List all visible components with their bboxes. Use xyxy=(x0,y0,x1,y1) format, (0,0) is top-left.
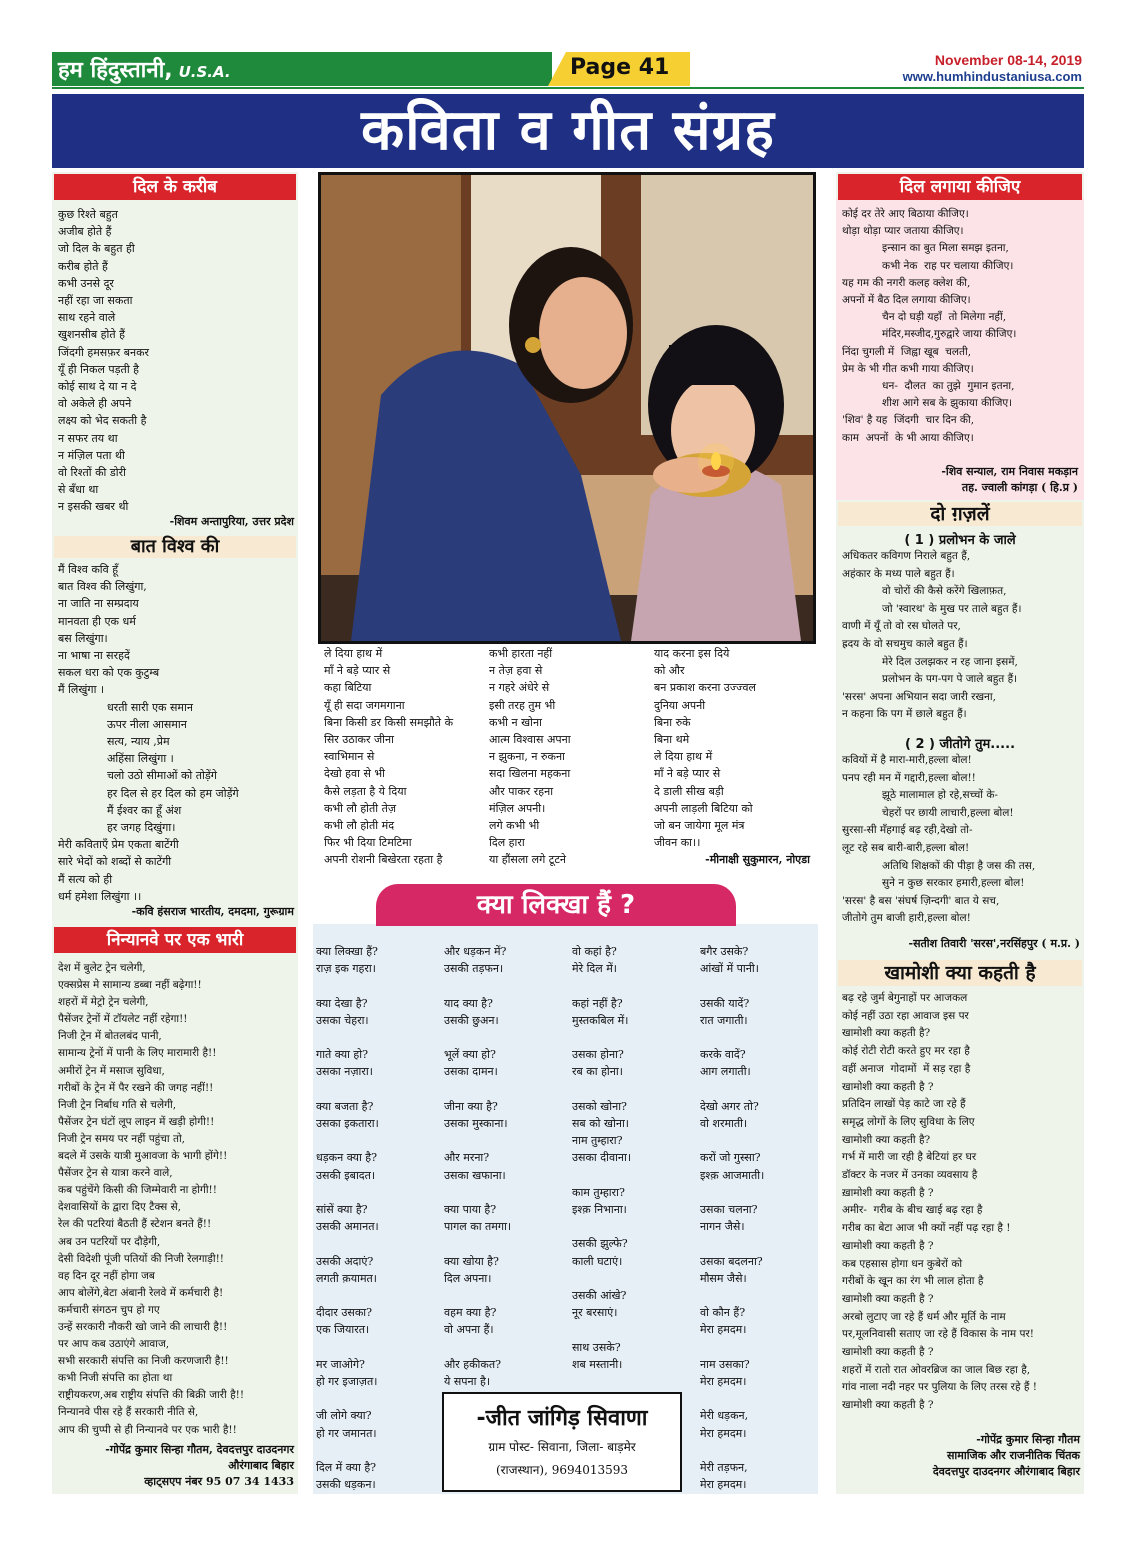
left-poem2-credit: -कवि हंसराज भारतीय, दमदमा, गुरूग्राम xyxy=(131,905,294,918)
signature-name: -जीत जांगिड़ सिवाणा xyxy=(476,1406,648,1431)
kya-likkha-column-1: क्या लिक्खा हैं? राज़ इक गहरा। क्या देखा है? उसका चेहरा। गाते क्या हो? उसका नज़ारा। क्या बजता है? उसका इकतारा। धड़कन क्या है? उसकी इबादत। सांसें क्या है? उसकी अमानत। उसकी अदाएं? लगती क़यामत। दीदार उसका? एक जियारत। मर जाओगे? हो गर इजाज़त। जी लोगे क्या? हो गर जमानत। दिल में क्या है? उसकी धड़कन। xyxy=(316,945,379,1492)
right-poem1-credit: -शिव सन्याल, राम निवास मकड़ान तह. ज्वाली कांगड़ा ( हि.प्र ) xyxy=(941,465,1078,494)
kya-likkha-column-4: बगैर उसके? आंखों में पानी। उसकी यादें? रात जगाती। करके वादें? आग लगाती। देखो अगर तो? वो शरमाती। करों जो गुस्सा? इश्क़ आजमाती। उसका चलना? नागन जैसे। उसका बदलना? मौसम जैसे। वो कौन हैं? मेरा हमदम। नाम उसका? मेरा हमदम। मेरी धड़कन, मेरा हमदम। मेरी तड़फन, मेरा हमदम। xyxy=(700,945,765,1492)
right-poem3-text: बढ़ रहे जुर्म बेगुनाहों पर आजकल कोई नहीं उठा रहा आवाज इस पर खामोशी क्या कहती है? कोई रोटी रोटी करते हुए मर रहा है वहीं अनाज गोदामों में सड़ रहा है खामोशी क्या कहती है ? प्रतिदिन लाखों पेड़ काटे जा रहे हैं समृद्ध लोगों के लिए सुविधा के लिए खामोशी क्या कहती है? गर्भ में मारी जा रही है बेटियां हर घर डॉक्टर के नजर में उनका व्यवसाय है ख़ामोशी क्या कहती है ? अमीर- गरीब के बीच खाई बढ़ रहा है गरीब का बेटा आज भी क्यों नहीं पढ़ रहा है ! खामोशी क्या कहती है ? कब एहसास होगा धन कुबेरों को गरीबों के खून का रंग भी लाल होता है खामोशी क्या कहती है ? अरबो लुटाए जा रहे हैं धर्म और मूर्ति के नाम पर,मूलनिवासी सताए जा रहे हैं विकास के नाम पर! खामोशी क्या कहती है ? शहरों में रातो रात ओवरब्रिज का जाल बिछ रहा है, गांव नाला नदी नहर पर पुलिया के लिए तरस रहे हैं ! खामोशी क्या कहती है ? xyxy=(842,992,1038,1412)
right-poem1-title: दिल लगाया कीजिए xyxy=(838,174,1082,200)
left-poem3-title: निन्यानवे पर एक भारी xyxy=(54,927,296,953)
page-number: Page 41 xyxy=(570,55,670,80)
left-poem1-text: कुछ रिश्ते बहुत अजीब होते हैं जो दिल के बहुत ही करीब होते हैं कभी उनसे दूर नहीं रहा जा सकता साथ रहने वाले खुशनसीब होते हैं जिंदगी हमसफ़र बनकर यूँ ही निकल पड़ती है कोई साथ दे या न दे वो अकेले ही अपने लक्ष्य को भेद सकती है न सफर तय था न मंज़िल पता थी वो रिश्तों की डोरी से बँधा था न इसकी खबर थी xyxy=(58,208,150,514)
author-signature-box xyxy=(442,1392,682,1492)
brand-suffix: U.S.A. xyxy=(178,63,231,81)
left-poem2-text: मैं विश्व कवि हूँ बात विश्व की लिखुंगा, ना जाति ना सम्प्रदाय मानवता ही एक धर्म बस लिखुंगा। ना भाषा ना सरहदें सकल धरा को एक कुटुम्ब मैं लिखुंगा । धरती सारी एक समान ऊपर नीला आसमान सत्य, न्याय ,प्रेम अहिंसा लिखुंगा । चलो उठो सीमाओं को तोड़ेंगे हर दिल से हर दिल को हम जोड़ेंगे मैं ईश्वर का हूँ अंश हर जगह दिखुंगा। मेरी कविताएँ प्रेम एकता बाटेंगी सारे भेदों को शब्दों से काटेंगी मैं सत्य को ही धर्म हमेशा लिखुंगा ।। xyxy=(58,563,239,903)
left-poem1-credit: -शिवम अन्तापुरिया, उत्तर प्रदेश xyxy=(169,515,294,528)
photo-illustration xyxy=(321,175,813,641)
photo-poem-credit: -मीनाक्षी सुकुमारन, नोएडा xyxy=(705,853,810,866)
ghazal-title: दो ग़ज़लें xyxy=(838,502,1082,526)
page-banner-title: कविता व गीत संग्रह xyxy=(52,94,1084,168)
photo-poem-column-1: ले दिया हाथ में माँ ने बड़े प्यार से कहा बिटिया यूँ ही सदा जगमगाना बिना किसी डर किसी समझौते के सिर उठाकर जीना स्वाभिमान से देखो हवा से भी कैसे लड़ता है ये दिया कभी लौ होती तेज़ कभी लौ होती मंद फिर भी दिया टिमटिमा अपनी रोशनी बिखेरता रहता है xyxy=(324,647,454,867)
left-poem3-credit: -गोपेंद्र कुमार सिन्हा गौतम, देवदत्तपुर दाउदनगर औरंगाबाद बिहार व्हाट्सएप नंबर 95 07 34 1433 xyxy=(105,1443,294,1488)
issue-date: November 08-14, 2019 xyxy=(934,52,1082,68)
ghazal-2-text: कवियों में है मारा-मारी,हल्ला बोल! पनप रही मन में गद्दारी,हल्ला बोल!! झूठे मालामाल हो रहे,सच्चों के- चेहरों पर छायी लाचारी,हल्ला बोल! सुरसा-सी मँहगाई बढ़ रही,देखो तो- लूट रहे सब बारी-बारी,हल्ला बोल! अतिथि शिक्षकों की पीड़ा है जस की तस, सुने न कुछ सरकार हमारी,हल्ला बोल! 'सरस' है बस 'संघर्ष ज़िन्दगी' बात ये सच, जीतोगे तुम बाजी हारी,हल्ला बोल! xyxy=(842,754,1036,925)
ghazal-1-subtitle: ( 1 ) प्रलोभन के जाले xyxy=(904,533,1016,548)
left-poem1-title: दिल के करीब xyxy=(54,174,296,200)
kya-likkha-column-3: वो कहां है? मेरे दिल में। कहां नहीं है? मुस्तकबिल में। उसका होना? रब का होना। उसको खोना? सब को खोना। नाम तुम्हारा? उसका दीवाना। काम तुम्हारा? इश्क़ निभाना। उसकी झुल्फे? काली घटाएं। उसकी आंखे? नूर बरसाएं। साथ उसके? शब मस्तानी। xyxy=(572,945,632,1371)
header-divider xyxy=(52,87,1084,89)
photo-poem-column-3: याद करना इस दिये को और बन प्रकाश करना उज्ज्वल दुनिया अपनी बिना रुके बिना थमे ले दिया हाथ में माँ ने बड़े प्यार से दे डाली सीख बड़ी अपनी लाड़ली बिटिया को जो बन जायेगा मूल मंत्र जीवन का।। xyxy=(654,647,756,850)
publication-brand xyxy=(58,54,231,84)
right-poem3-title: खामोशी क्या कहती है xyxy=(838,960,1082,986)
right-poem3-credit: -गोपेंद्र कुमार सिन्हा गौतम सामाजिक और राजनीतिक चिंतक देवदत्तपुर दाउदनगर औरंगाबाद बिहार xyxy=(932,1433,1080,1478)
signature-contact: (राजस्थान), 9694013593 xyxy=(495,1463,629,1477)
left-poem2-title: बात विश्व की xyxy=(54,536,296,558)
ghazal-credit: -सतीश तिवारी 'सरस',नरसिंहपुर ( म.प्र. ) xyxy=(908,937,1080,950)
photo-poem-column-2: कभी हारता नहीं न तेज़ हवा से न गहरे अंधेरे से इसी तरह तुम भी कभी न खोना आत्म विश्वास अपना न झुकना, न रुकना सदा खिलना महकना और पाकर रहना मंज़िल अपनी। लगे कभी भी दिल हारा या हौंसला लगे टूटने xyxy=(489,647,571,867)
ghazal-1-text: अधिकतर कविगण निराले बहुत हैं, अहंकार के मध्य पाले बहुत हैं। वो चोरों की कैसे करेंगे खिलाफ़त, जो 'स्वारथ' के मुख पर ताले बहुत हैं। वाणी में यूँ तो वो रस घोलते पर, ह्रदय के वो सचमुच काले बहुत हैं। मेरे दिल उलझकर न रह जाना इसमें, प्रलोभन के पग-पग पे जाले बहुत हैं। 'सरस' अपना अभियान सदा जारी रखना, न कहना कि पग में छाले बहुत हैं। xyxy=(842,550,1022,721)
ghazal-2-subtitle: ( 2 ) जीतोगे तुम..... xyxy=(904,737,1016,752)
kya-likkha-title: क्या लिक्खा हैं ? xyxy=(376,884,736,926)
kya-likkha-column-2: और धड़कन में? उसकी तड़फन। याद क्या है? उसकी छुअन। भूलें क्या हो? उसका दामन। जीना क्या है? उसका मुस्काना। और मरना? उसका खफाना। क्या पाया है? पागल का तमगा। क्या खोया है? दिल अपना। वहम क्या है? वो अपना हैं। और हकीकत? ये सपना है। xyxy=(444,945,512,1389)
right-poem1-text: कोई दर तेरे आए बिठाया कीजिए। थोड़ा थोड़ा प्यार जताया कीजिए। इन्सान का बुत मिला समझ इतना, कभी नेक राह पर चलाया कीजिए। यह गम की नगरी कलह क्लेश की, अपनों में बैठ दिल लगाया कीजिए। चैन दो घड़ी यहाँ तो मिलेगा नहीं, मंदिर,मस्जीद,गुरुद्वारे जाया कीजिए। निंदा चुगली में जिह्वा खूब चलती, प्रेम के भी गीत कभी गाया कीजिए। धन- दौलत का तुझे गुमान इतना, शीश आगे सब के झुकाया कीजिए। 'शिव' है यह जिंदगी चार दिन की, काम अपनों के भी आया कीजिए। xyxy=(842,208,1017,444)
mother-daughter-diya-photo xyxy=(318,172,816,644)
signature-address: ग्राम पोस्ट- सिवाना, जिला- बाड़मेर xyxy=(488,1440,636,1454)
left-poem3-text: देश में बुलेट ट्रेन चलेगी, एक्सप्रेस मे सामान्य डब्बा नहीं बढ़ेगा!! शहरों में मेट्रो ट्रेन चलेगी, पैसेंजर ट्रेनों में टॉयलेट नहीं रहेगा!! निजी ट्रेन में बोतलबंद पानी, सामान्य ट्रेनों में पानी के लिए मारामारी है!! अमीरों ट्रेन में मसाज सुविधा, गरीबों के ट्रेन में पैर रखने की जगह नहीं!! निजी ट्रेन निर्बाध गति से चलेगी, पैसेंजर ट्रेन घंटों लूप लाइन में खड़ी होगी!! निजी ट्रेन समय पर नहीं पहुंचा तो, बदले में उसके यात्री मुआवजा के भागी होंगे!! पैसेंजर ट्रेन से यात्रा करने वाले, कब पहुंचेंगे किसी की जिम्मेवारी ना होगी!! देशवासियों के द्वारा दिए टैक्स से, रेल की पटरियां बैठती हैं स्टेशन बनते हैं!! अब उन पटरियों पर दौड़ेगी, देसी विदेशी पूंजी पतियों की निजी रेलगाड़ी!! वह दिन दूर नहीं होगा जब आप बोलेंगे,बेटा अंबानी रेलवे में कर्मचारी है! कर्मचारी संगठन चुप हो गए उन्हें सरकारी नौकरी खो जाने की लाचारी है!! पर आप कब उठाएंगे आवाज, सभी सरकारी संपत्ति का निजी करणजारी है!! कभी निजी संपत्ति का होता था राष्ट्रीयकरण,अब राष्ट्रीय संपत्ति की बिक्री जारी है!! निन्यानवे पीस रहे हैं सरकारी नीति से, आप की चुप्पी से ही निन्यानवे पर एक भारी है!! xyxy=(58,962,245,1436)
website-link[interactable]: www.humhindustaniusa.com xyxy=(902,69,1082,84)
brand-name: हम हिंदुस्तानी, xyxy=(58,58,173,83)
